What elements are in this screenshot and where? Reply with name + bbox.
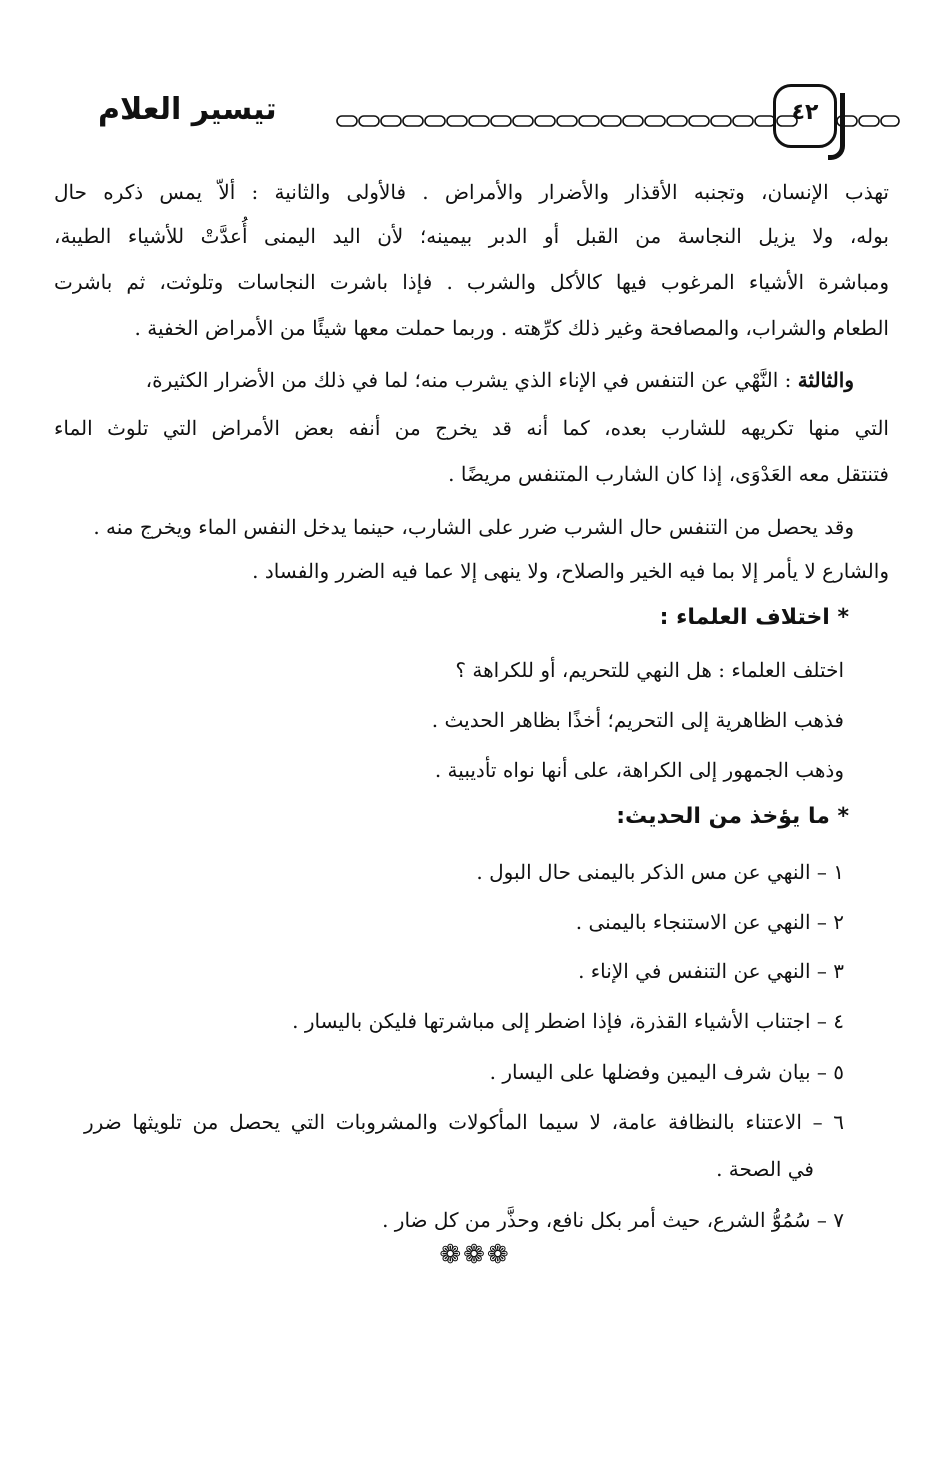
text-line: والشارع لا يأمر إلا بما فيه الخير والصلاح، ولا ينهى إلا عما فيه الضرر والفساد . (252, 559, 889, 583)
list-item: ٣ – النهي عن التنفس في الإناء . (578, 959, 844, 983)
flower-ornament-icon: ❁❁❁ (439, 1240, 511, 1270)
text-line: وذهب الجمهور إلى الكراهة، على أنها نواه تأديبية . (434, 758, 844, 782)
text-line: الطعام والشراب، والمصافحة وغير ذلك كرِّهته . وربما حملت معها شيئًا من الأمراض الخفية . (134, 316, 889, 340)
decorative-chain-right (835, 114, 901, 128)
section-heading: * ما يؤخذ من الحديث: (616, 804, 849, 829)
paragraph-lead: والثالثة (797, 368, 854, 392)
text-line: ومباشرة الأشياء المرغوب فيها كالأكل والشرب . فإذا باشرت النجاسات وتلوثت، ثم باشرت (54, 270, 889, 294)
list-item: ١ – النهي عن مس الذكر باليمنى حال البول . (476, 860, 844, 884)
list-item: ٦ – الاعتناء بالنظافة عامة، لا سيما المأكولات والمشروبات التي يحصل من تلويثها ضرر (84, 1110, 844, 1134)
book-title: تيسير العلام (98, 92, 277, 127)
list-item: ٤ – اجتناب الأشياء القذرة، فإذا اضطر إلى مباشرتها فليكن باليسار . (292, 1009, 844, 1033)
page-number: ٤٢ (791, 100, 819, 125)
list-item: ٥ – بيان شرف اليمين وفضلها على اليسار . (489, 1060, 844, 1084)
list-item: ٧ – سُمُوُّ الشرع، حيث أمر بكل نافع، وحذَّر من كل ضار . (382, 1208, 844, 1232)
text-line: اختلف العلماء : هل النهي للتحريم، أو للكراهة ؟ (455, 658, 844, 682)
text-line: وقد يحصل من التنفس حال الشرب ضرر على الشارب، حينما يدخل النفس الماء ويخرج منه . (93, 515, 854, 539)
list-item-continuation: في الصحة . (716, 1157, 814, 1181)
text-line: تهذب الإنسان، وتجنبه الأقذار والأضرار والأمراض . فالأولى والثانية : ألاّ يمس ذكره حال (54, 180, 889, 204)
page-number-frame (773, 84, 837, 148)
decorative-chain (335, 114, 805, 128)
list-item: ٢ – النهي عن الاستنجاء باليمنى . (575, 910, 844, 934)
paragraph-text: : النَّهْي عن التنفس في الإناء الذي يشرب منه؛ لما في ذلك من الأضرار الكثيرة، (145, 368, 798, 392)
text-line: بوله، ولا يزيل النجاسة من القبل أو الدبر بيمينه؛ لأن اليد اليمنى أُعدَّتْ للأشياء الطيبة، (54, 224, 889, 248)
section-heading: * اختلاف العلماء : (659, 605, 849, 630)
page-header (80, 84, 900, 164)
text-line (146, 366, 854, 394)
text-line: التي منها تكريهه للشارب بعده، كما أنه قد يخرج من أنفه بعض الأمراض التي تلوث الماء (54, 416, 889, 440)
text-line: فذهب الظاهرية إلى التحريم؛ أخذًا بظاهر الحديث . (431, 708, 844, 732)
text-line: فتنتقل معه العَدْوَى، إذا كان الشارب المتنفس مريضًا . (448, 462, 889, 486)
